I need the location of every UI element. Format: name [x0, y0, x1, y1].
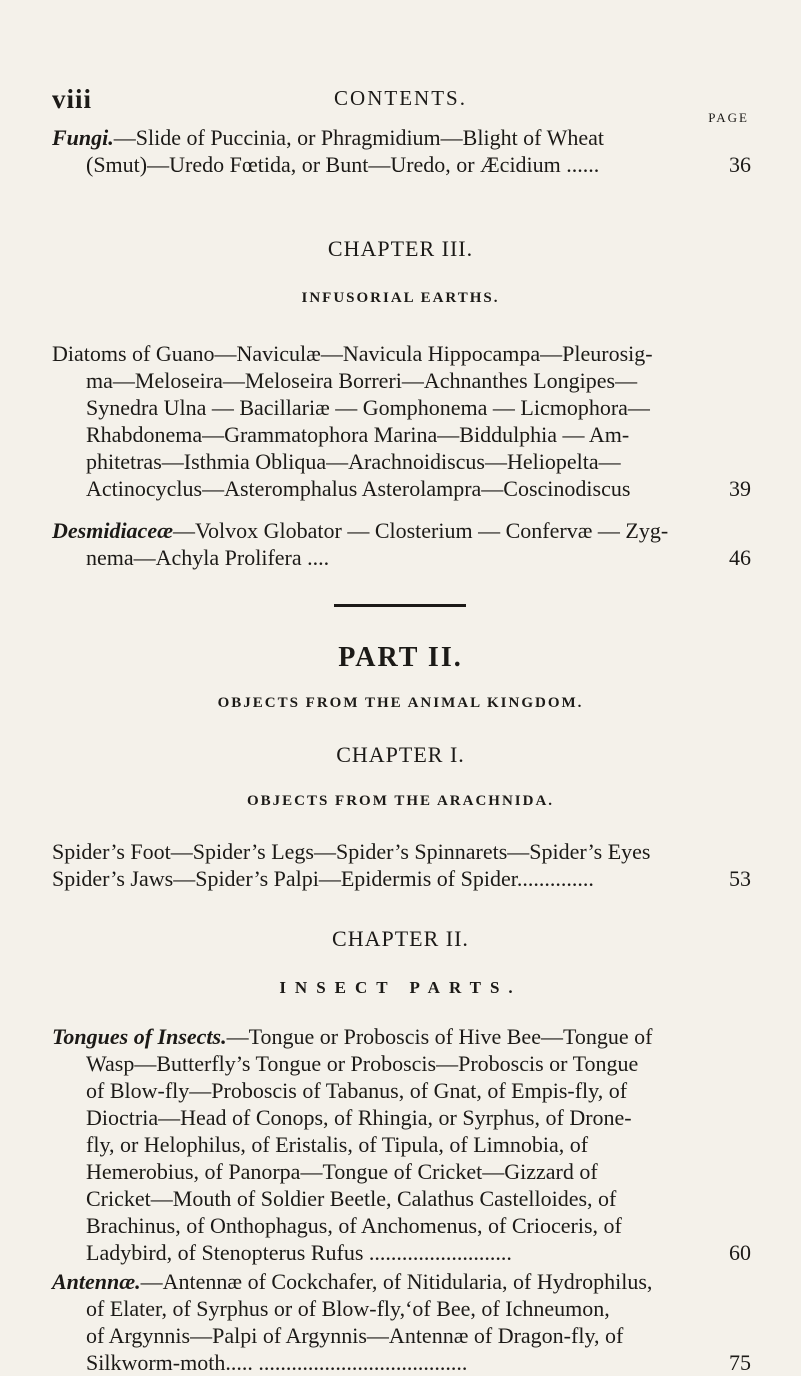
chapter-subheading: INFUSORIAL EARTHS. [301, 290, 500, 306]
entry-lead: Desmidiaceæ [52, 518, 173, 543]
chapter-subheading: INSECT PARTS. [279, 978, 522, 997]
chapter-heading: CHAPTER III. [327, 236, 474, 261]
entry-page-number: 46 [723, 544, 751, 571]
entry-text: Cricket—Mouth of Soldier Beetle, Calathus Castelloides, of [86, 1186, 617, 1211]
entry-text: Synedra Ulna — Bacillariæ — Gomphonema — Licmophora— [86, 395, 650, 420]
entry-page-number: 39 [723, 475, 751, 502]
entry-text: Silkworm-moth..... ...................................... [86, 1350, 468, 1375]
entry-text: ma—Meloseira—Meloseira Borreri—Achnanthes Longipes— [86, 368, 638, 393]
part-subheading: OBJECTS FROM THE ANIMAL KINGDOM. [217, 695, 584, 711]
running-head [52, 84, 749, 114]
entry-lead: Antennæ. [52, 1269, 141, 1294]
toc-entry-diatoms [52, 340, 751, 502]
section-divider [334, 604, 466, 607]
chapter-subheading: OBJECTS FROM THE ARACHNIDA. [246, 793, 555, 809]
toc-entry-antennae [52, 1268, 751, 1376]
toc-entry-fungi [52, 124, 751, 178]
page-column-label: PAGE [708, 110, 749, 125]
entry-text: Diatoms of Guano—Naviculæ—Navicula Hippocampa—Pleurosig- [52, 341, 653, 366]
entry-text: of Blow-fly—Proboscis of Tabanus, of Gnat, of Empis-fly, of [86, 1078, 628, 1103]
entry-text: Actinocyclus—Asteromphalus Asterolampra—Coscinodiscus [86, 476, 631, 501]
entry-text: nema—Achyla Prolifera .... [86, 545, 330, 570]
toc-entry-tongues [52, 1023, 751, 1266]
entry-text: phitetras—Isthmia Obliqua—Arachnoidiscus—Heliopelta— [86, 449, 621, 474]
part-heading: PART II. [338, 642, 463, 673]
entry-page-number: 36 [723, 151, 751, 178]
running-title: CONTENTS. [334, 86, 467, 110]
entry-text: of Argynnis—Palpi of Argynnis—Antennæ of Dragon-fly, of [86, 1323, 624, 1348]
entry-text: Hemerobius, of Panorpa—Tongue of Cricket—Gizzard of [86, 1159, 598, 1184]
page-number: viii [52, 84, 93, 114]
entry-text: —Slide of Puccinia, or Phragmidium—Blight of Wheat [113, 125, 605, 150]
entry-text: —Antennæ of Cockchafer, of Nitidularia, of Hydrophilus, [140, 1269, 653, 1294]
entry-text: —Volvox Globator — Closterium — Confervæ — Zyg- [172, 518, 669, 543]
entry-text: fly, or Helophilus, of Eristalis, of Tipula, of Limnobia, of [86, 1132, 589, 1157]
entry-lead: Fungi. [52, 125, 114, 150]
entry-text: —Tongue or Proboscis of Hive Bee—Tongue of [226, 1024, 653, 1049]
entry-text: Rhabdonema—Grammatophora Marina—Biddulphia — Am- [86, 422, 630, 447]
entry-text: Wasp—Butterfly’s Tongue or Proboscis—Proboscis or Tongue [86, 1051, 639, 1076]
chapter-heading: CHAPTER I. [336, 742, 465, 767]
entry-text: Spider’s Foot—Spider’s Legs—Spider’s Spinnarets—Spider’s Eyes [52, 839, 651, 864]
entry-page-number: 60 [723, 1239, 751, 1266]
entry-text: Dioctria—Head of Conops, of Rhingia, or Syrphus, of Drone- [86, 1105, 632, 1130]
entry-text: of Elater, of Syrphus or of Blow-fly,‘of Bee, of Ichneumon, [86, 1296, 610, 1321]
entry-text: Ladybird, of Stenopterus Rufus .......................... [86, 1240, 512, 1265]
entry-text: Spider’s Jaws—Spider’s Palpi—Epidermis of Spider.............. [52, 866, 594, 891]
entry-page-number: 53 [723, 865, 751, 892]
entry-text: (Smut)—Uredo Fœtida, or Bunt—Uredo, or Æcidium ...... [86, 152, 600, 177]
entry-text: Brachinus, of Onthophagus, of Anchomenus, of Crioceris, of [86, 1213, 622, 1238]
entry-lead: Tongues of Insects. [52, 1024, 227, 1049]
entry-page-number: 75 [723, 1349, 751, 1376]
chapter-heading: CHAPTER II. [332, 926, 469, 951]
toc-entry-spider [52, 838, 751, 892]
toc-entry-desmidiaceae [52, 517, 751, 571]
